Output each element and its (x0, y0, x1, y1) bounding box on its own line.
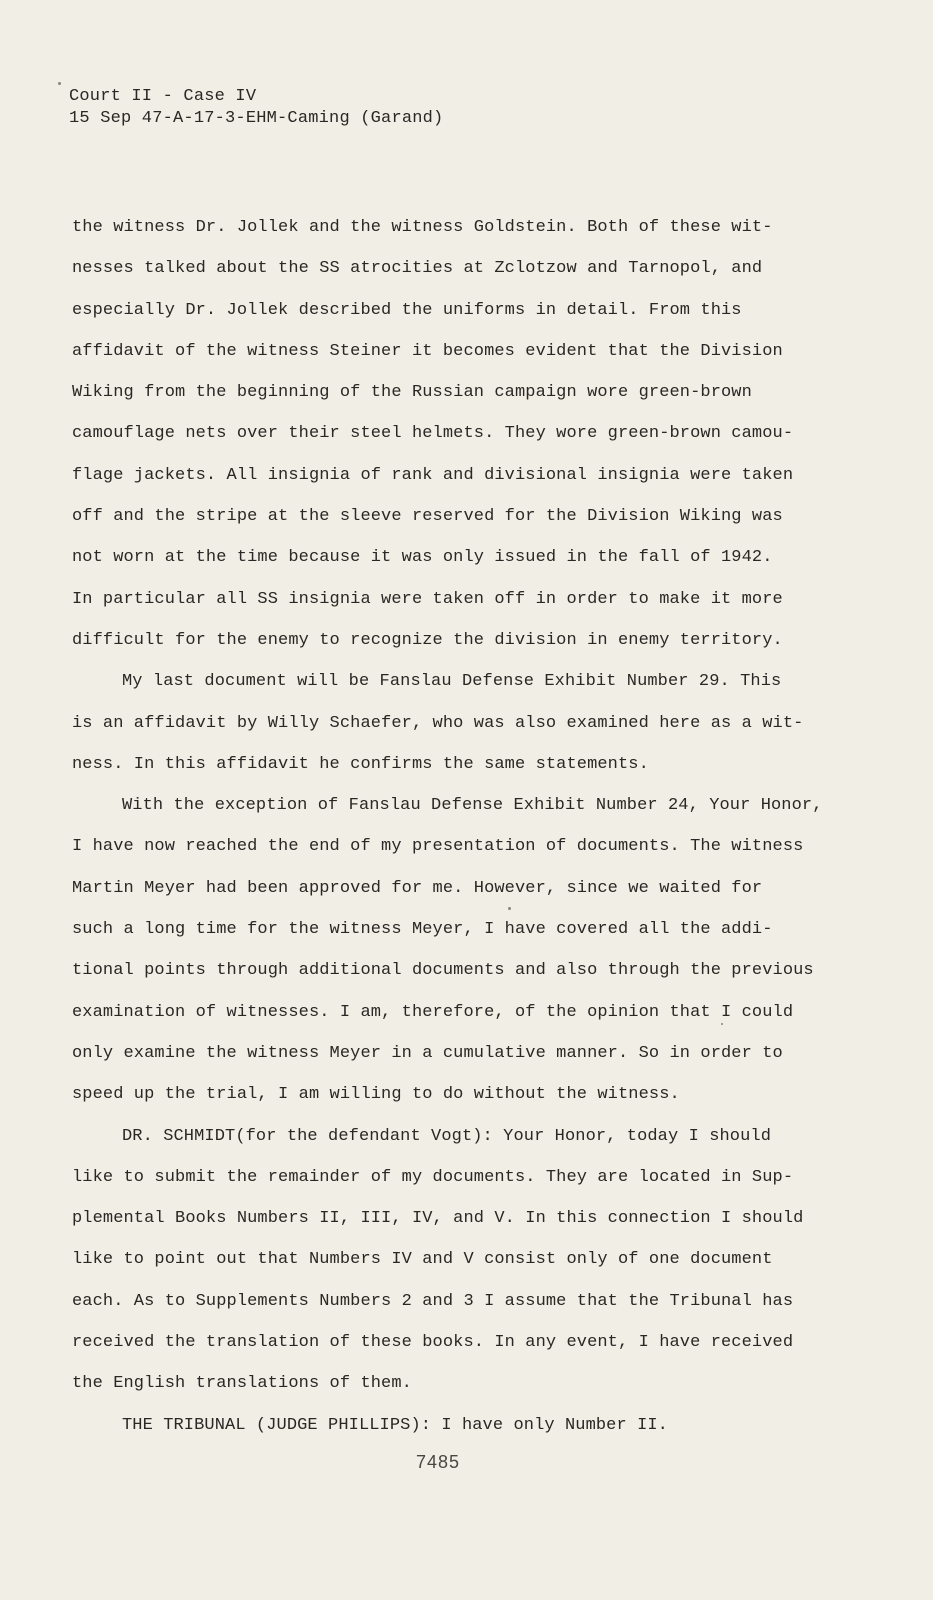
transcript-line: off and the stripe at the sleeve reserved for the Division Wiking was (72, 507, 783, 527)
transcript-line: With the exception of Fanslau Defense Exhibit Number 24, Your Honor, (122, 796, 823, 816)
transcript-line: affidavit of the witness Steiner it becomes evident that the Division (72, 341, 783, 361)
transcript-line: Martin Meyer had been approved for me. However, since we waited for (72, 878, 763, 898)
transcript-line: speed up the trial, I am willing to do without the witness. (72, 1085, 680, 1105)
transcript-line: only examine the witness Meyer in a cumulative manner. So in order to (72, 1043, 783, 1063)
transcript-line: THE TRIBUNAL (JUDGE PHILLIPS): I have only Number II. (122, 1415, 668, 1435)
transcript-line: difficult for the enemy to recognize the division in enemy territory. (72, 630, 783, 650)
transcript-line: examination of witnesses. I am, therefore, of the opinion that I could (72, 1002, 794, 1022)
transcript-line: I have now reached the end of my presentation of documents. The witness (72, 837, 804, 857)
transcript-line: plemental Books Numbers II, III, IV, and V. In this connection I should (72, 1209, 804, 1229)
transcript-line: the English translations of them. (72, 1374, 412, 1394)
header-date-reference: 15 Sep 47-A-17-3-EHM-Caming (Garand) (69, 109, 444, 128)
document-header (69, 86, 443, 130)
transcript-line: received the translation of these books. In any event, I have received (72, 1333, 794, 1353)
header-court-case: Court II - Case IV (69, 87, 257, 106)
transcript-line: not worn at the time because it was only issued in the fall of 1942. (72, 548, 773, 568)
transcript-line: nesses talked about the SS atrocities at Zclotzow and Tarnopol, and (72, 259, 763, 279)
page-number: 7485 (416, 1452, 461, 1472)
transcript-line: each. As to Supplements Numbers 2 and 3 I assume that the Tribunal has (72, 1291, 794, 1311)
transcript-line: In particular all SS insignia were taken off in order to make it more (72, 589, 783, 609)
transcript-line: DR. SCHMIDT(for the defendant Vogt): Your Honor, today I should (122, 1126, 772, 1146)
transcript-line: such a long time for the witness Meyer, I have covered all the addi- (72, 920, 773, 940)
transcript-line: camouflage nets over their steel helmets. They wore green-brown camou- (72, 424, 794, 444)
paper-speck (508, 907, 511, 910)
transcript-line: flage jackets. All insignia of rank and divisional insignia were taken (72, 465, 794, 485)
paper-speck (721, 1023, 723, 1025)
paper-speck (58, 82, 61, 85)
transcript-body (72, 207, 842, 1446)
transcript-line: ness. In this affidavit he confirms the same statements. (72, 754, 649, 774)
transcript-line: Wiking from the beginning of the Russian campaign wore green-brown (72, 383, 752, 403)
transcript-line: like to submit the remainder of my documents. They are located in Sup- (72, 1167, 794, 1187)
transcript-line: is an affidavit by Willy Schaefer, who was also examined here as a wit- (72, 713, 804, 733)
transcript-line: My last document will be Fanslau Defense Exhibit Number 29. This (122, 672, 782, 692)
transcript-line: tional points through additional documents and also through the previous (72, 961, 814, 981)
transcript-line: especially Dr. Jollek described the uniforms in detail. From this (72, 300, 742, 320)
transcript-line: like to point out that Numbers IV and V consist only of one document (72, 1250, 773, 1270)
transcript-line: the witness Dr. Jollek and the witness Goldstein. Both of these wit- (72, 218, 773, 237)
